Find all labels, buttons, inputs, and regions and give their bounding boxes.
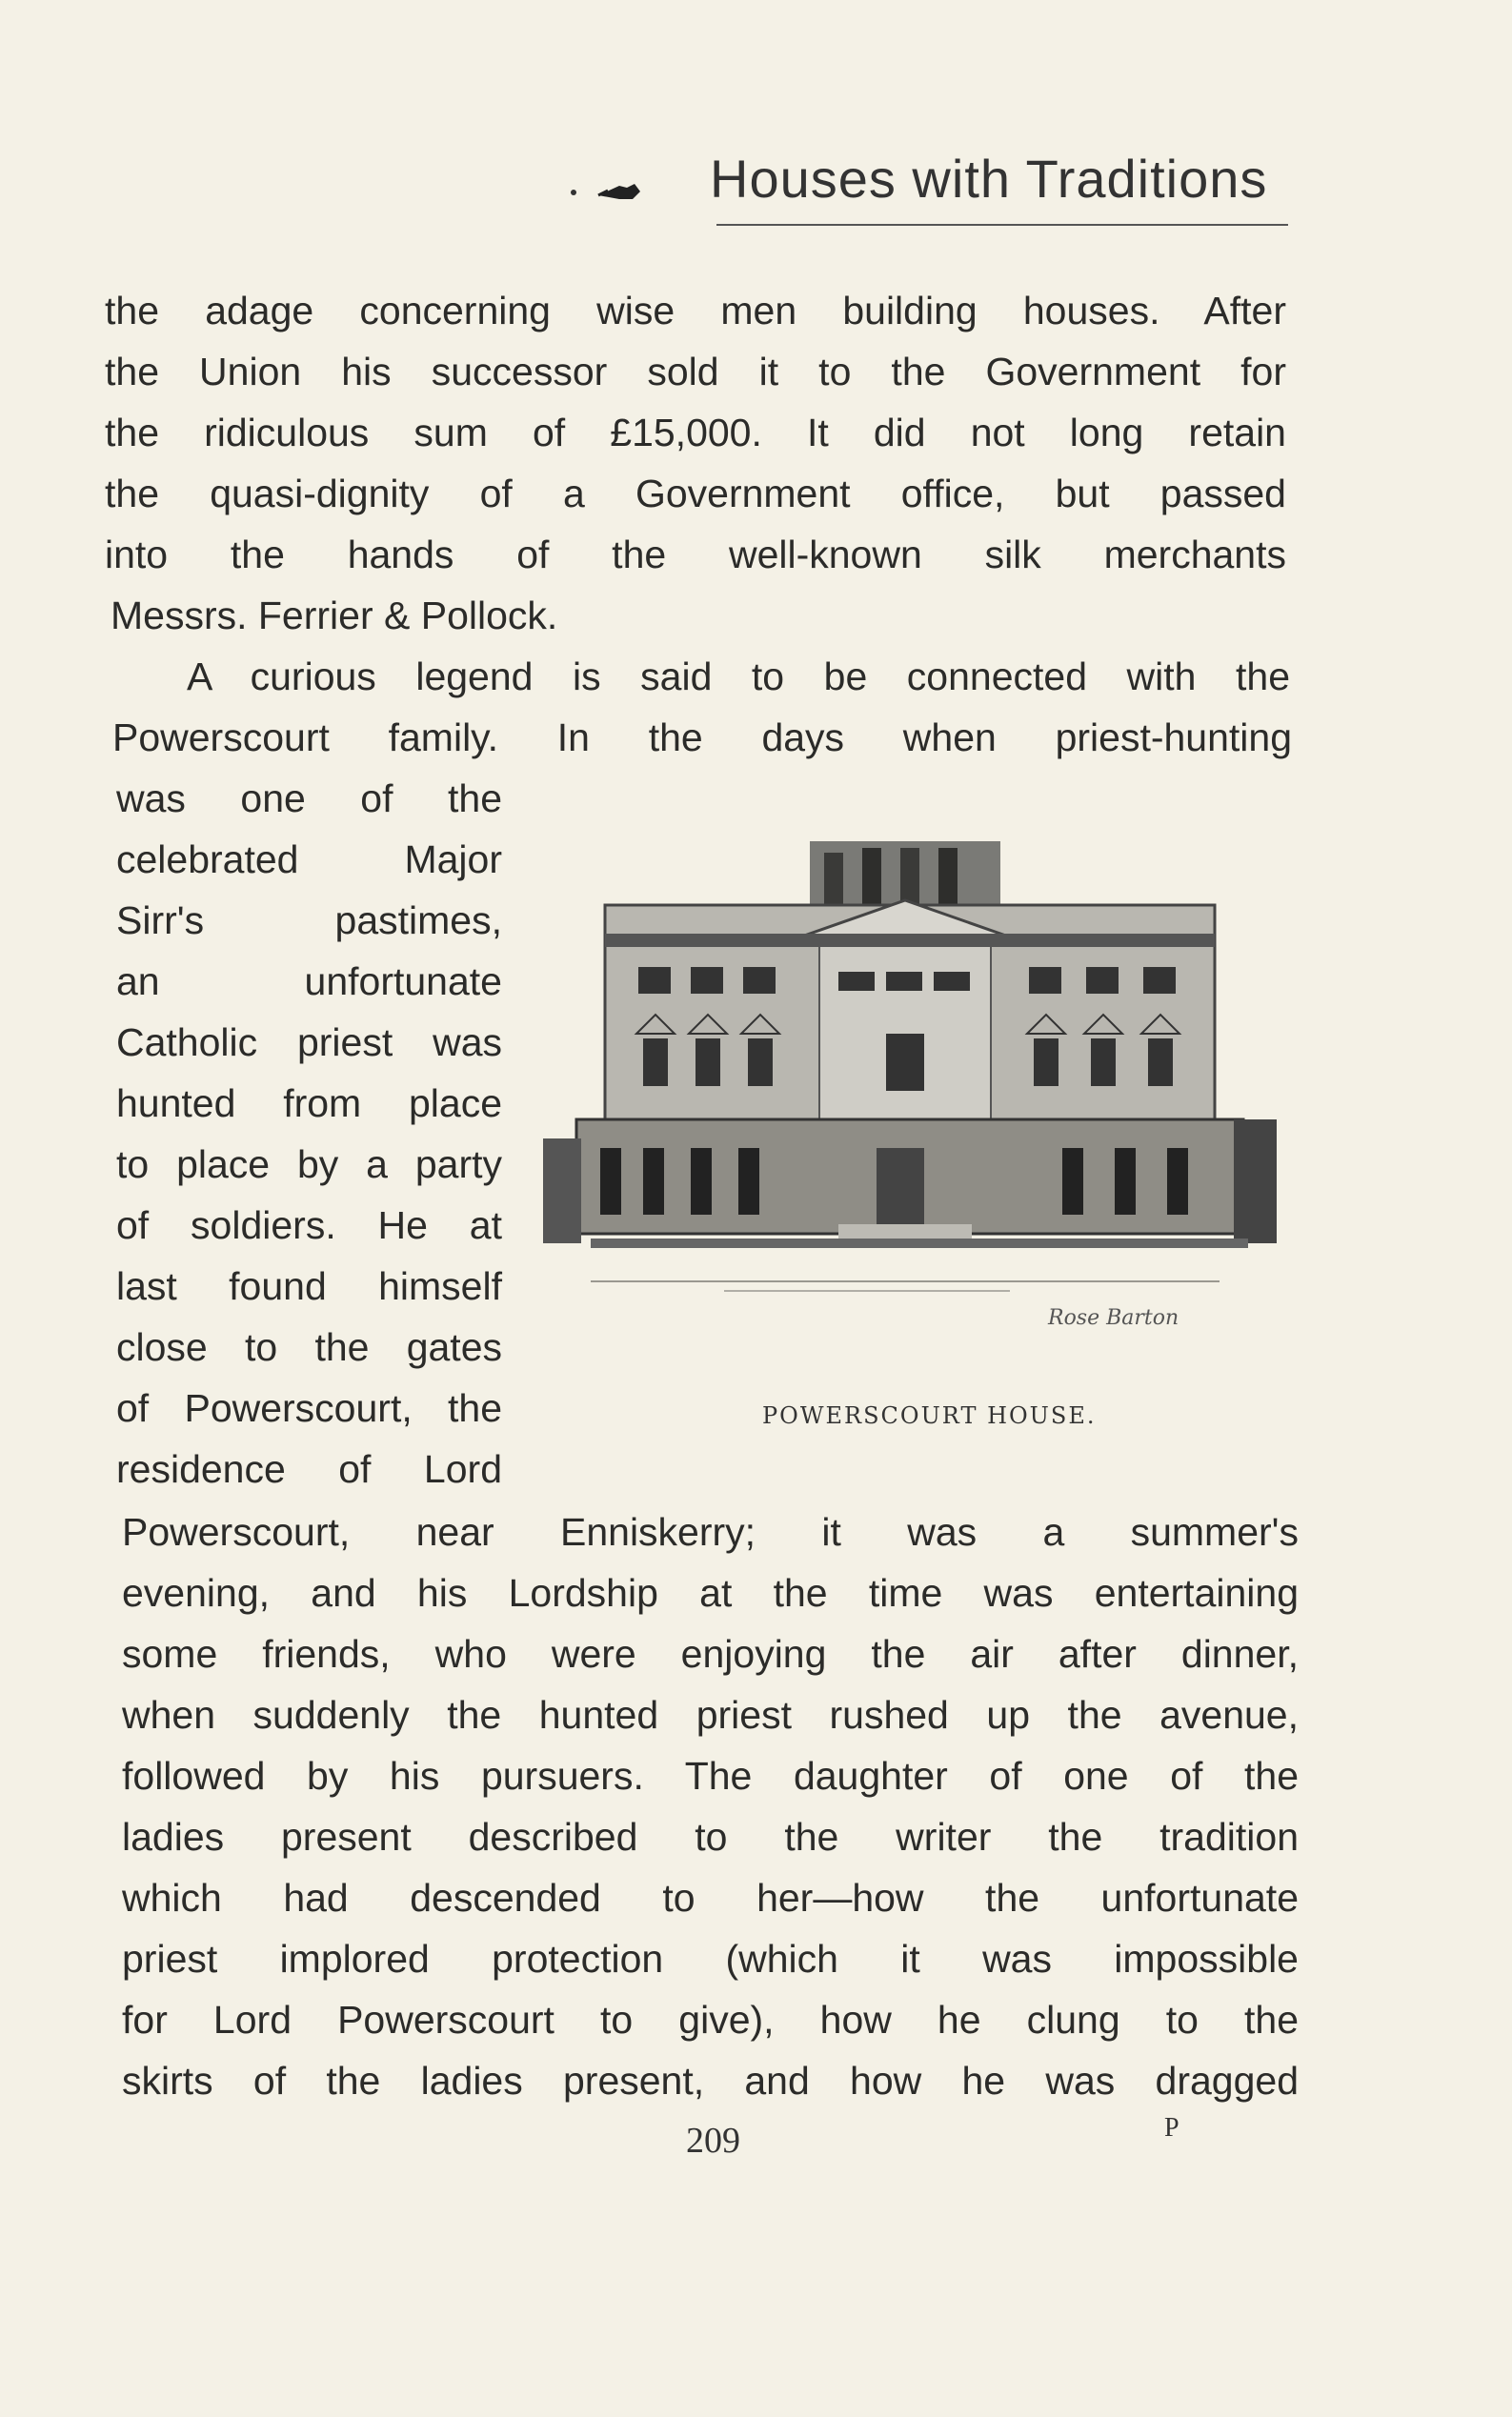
body-line: the quasi-dignity of a Government office, but passed: [105, 472, 1286, 515]
body-line: Messrs. Ferrier & Pollock.: [111, 594, 558, 637]
powerscourt-house-illustration: [534, 834, 1286, 1348]
header-title: Houses with Traditions: [710, 149, 1268, 209]
wrapped-line: was one of the: [116, 776, 502, 820]
wrapped-line: close to the gates: [116, 1325, 502, 1369]
artist-signature: Rose Barton: [1048, 1306, 1179, 1330]
body-line: some friends, who were enjoying the air after dinner,: [122, 1632, 1299, 1676]
wrapped-line: of soldiers. He at: [116, 1203, 502, 1247]
wrapped-line: celebrated Major: [116, 837, 502, 881]
running-header: [553, 148, 1286, 233]
page-number: 209: [686, 2121, 740, 2161]
body-line: which had descended to her—how the unfortunate: [122, 1876, 1299, 1920]
body-line: evening, and his Lordship at the time was entertaining: [122, 1571, 1299, 1615]
wrapped-line: Catholic priest was: [116, 1020, 502, 1064]
wrapped-line: an unfortunate: [116, 959, 502, 1003]
body-line: when suddenly the hunted priest rushed up the avenue,: [122, 1693, 1299, 1737]
header-rule: [716, 224, 1288, 226]
signature-mark: P: [1164, 2113, 1179, 2143]
body-line: the Union his successor sold it to the Government for: [105, 350, 1286, 393]
body-line: the adage concerning wise men building houses. After: [105, 289, 1286, 332]
wrapped-line: Sirr's pastimes,: [116, 898, 502, 942]
body-line: the ridiculous sum of £15,000. It did not long retain: [105, 411, 1286, 454]
body-line: Powerscourt, near Enniskerry; it was a summer's: [122, 1510, 1299, 1554]
body-line: A curious legend is said to be connected with the: [187, 655, 1290, 698]
body-line: skirts of the ladies present, and how he was dragged: [122, 2059, 1299, 2103]
wrapped-line: of Powerscourt, the: [116, 1386, 502, 1430]
wrapped-line: to place by a party: [116, 1142, 502, 1186]
hand-pointing-icon: [553, 159, 657, 216]
body-line: priest implored protection (which it was impossible: [122, 1937, 1299, 1981]
body-line: followed by his pursuers. The daughter of one of the: [122, 1754, 1299, 1798]
body-line: ladies present described to the writer the tradition: [122, 1815, 1299, 1859]
wrapped-line: residence of Lord: [116, 1447, 502, 1491]
body-line: Powerscourt family. In the days when priest-hunting: [112, 715, 1292, 759]
wrapped-line: hunted from place: [116, 1081, 502, 1125]
wrapped-line: last found himself: [116, 1264, 502, 1308]
figure-caption: POWERSCOURT HOUSE.: [762, 1402, 1097, 1429]
body-line: into the hands of the well-known silk merchants: [105, 533, 1286, 576]
body-line: for Lord Powerscourt to give), how he clung to the: [122, 1998, 1299, 2042]
